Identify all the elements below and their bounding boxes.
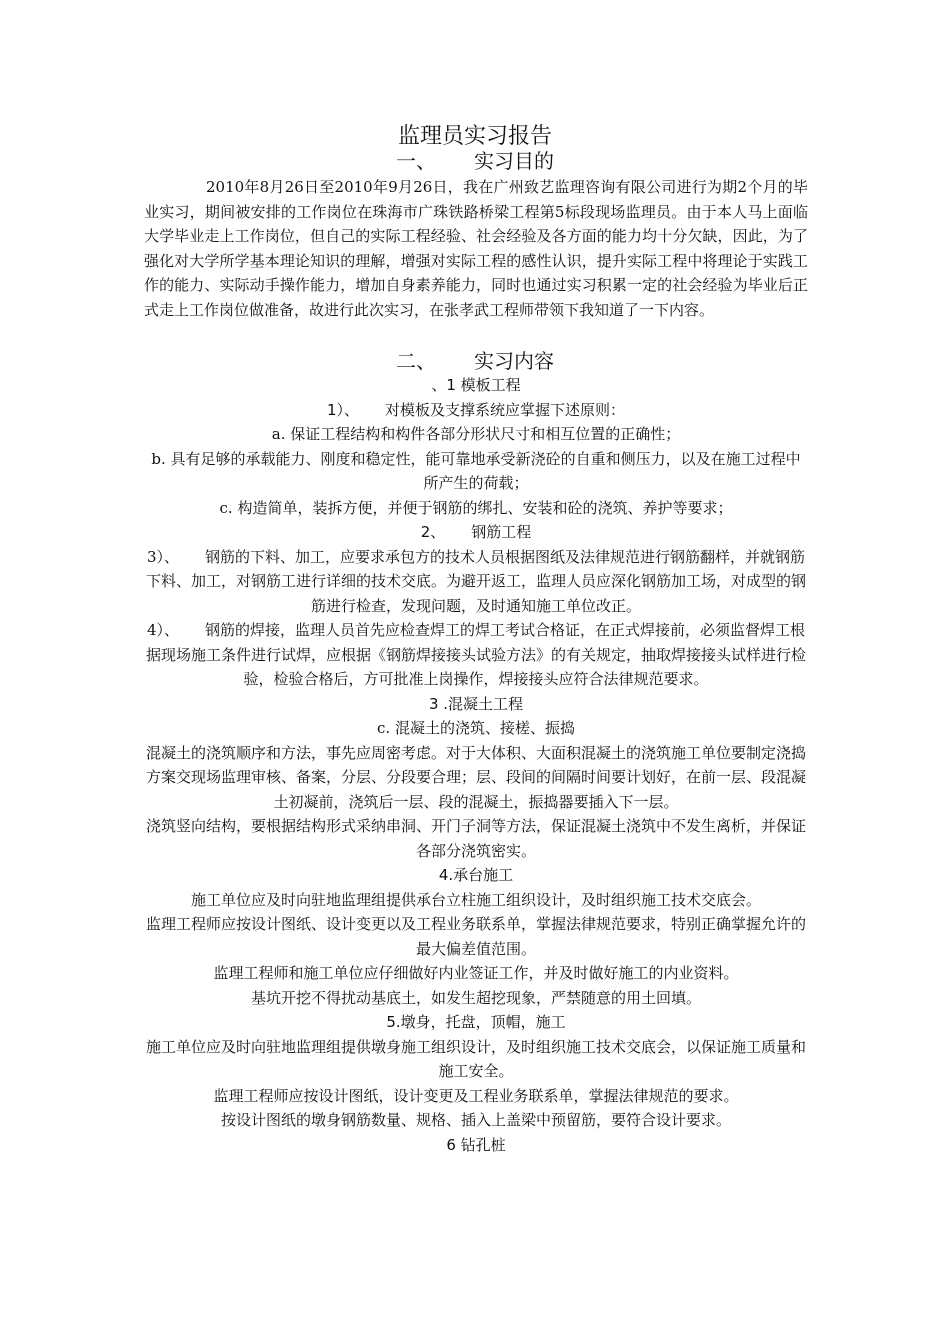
- section-1-title: 实习目的: [474, 149, 554, 173]
- subsection-2-title: 钢筋工程: [471, 523, 532, 541]
- rebar-paragraph-4: [144, 618, 808, 692]
- pile-cap-paragraph-3: 监理工程师和施工单位应仔细做好内业签证工作，并及时做好施工的内业资料。: [213, 964, 739, 982]
- subsection-2-heading: [144, 520, 808, 545]
- section-1-heading: [0, 148, 950, 174]
- subsection-6-heading: 6 钻孔桩: [446, 1135, 506, 1154]
- subsection-1-item: [144, 398, 808, 423]
- rebar-paragraph-3-text: 钢筋的下料、加工，应要求承包方的技术人员根据图纸及法律规范进行钢筋翻样，并就钢筋下料、加工，对钢筋工进行详细的技术交底。为避开返工，监理人员应深化钢筋加工场，对成型的钢筋进行检查，发现问题，及时通知施工单位改正。: [145, 547, 806, 615]
- pier-paragraph-2: 监理工程师应按设计图纸，设计变更及工程业务联系单，掌握法律规范的要求。: [213, 1086, 739, 1105]
- subsection-1-item-text: 对模板及支撑系统应掌握下述原则：: [385, 400, 626, 419]
- rebar-paragraph-3: [144, 545, 808, 619]
- section-2-title: 实习内容: [474, 349, 554, 373]
- principle-a: a. 保证工程结构和构件各部分形状尺寸和相互位置的正确性；: [271, 425, 681, 443]
- section-1-number: 一、: [396, 149, 436, 173]
- section-2-number: 二、: [396, 349, 436, 373]
- pier-paragraph-3: 按设计图纸的墩身钢筋数量、规格、插入上盖梁中预留筋，要符合设计要求。: [220, 1111, 731, 1129]
- subsection-4-heading: 4.承台施工: [438, 866, 514, 884]
- pile-cap-paragraph-1: 施工单位应及时向驻地监理组提供承台立柱施工组织设计，及时组织施工技术交底会。: [190, 890, 761, 909]
- rebar-paragraph-4-text: 钢筋的焊接，监理人员首先应检查焊工的焊工考试合格证，在正式焊接前，必须监督焊工根据现场施工条件进行试焊，应根据《钢筋焊接接头试验方法》的有关规定，抽取焊接接头试样进行检验，检验合格后，方可批准上岗操作，焊接接头应符合法律规范要求。: [145, 621, 806, 688]
- concrete-paragraph-2: 浇筑竖向结构，要根据结构形式采纳串洞、开门子洞等方法，保证混凝土浇筑中不发生离析，并保证各部分浇筑密实。: [145, 817, 806, 860]
- concrete-paragraph-1: 混凝土的浇筑顺序和方法，事先应周密考虑。对于大体积、大面积混凝土的浇筑施工单位要制定浇捣方案交现场监理审核、备案，分层、分段要合理；层、段间的间隔时间要计划好，在前一层、段混凝土初凝前，浇筑后一层、段的混凝土，振捣器要插入下一层。: [145, 743, 806, 811]
- document-title: 监理员实习报告: [397, 124, 552, 149]
- pile-cap-paragraph-4: 基坑开挖不得扰动基底土，如发生超挖现象，严禁随意的用土回填。: [250, 988, 701, 1007]
- subsection-5-heading: 5.墩身，托盘，顶帽，施工: [386, 1013, 566, 1031]
- subsection-1-item-number: 1）、: [326, 400, 360, 419]
- subsection-3-subheading: c. 混凝土的浇筑、接槎、振捣: [377, 719, 575, 737]
- pile-cap-paragraph-2: 监理工程师应按设计图纸、设计变更以及工程业务联系单，掌握法律规范要求，特别正确掌握允许的最大偏差值范围。: [145, 915, 806, 958]
- rebar-paragraph-4-number: 4）、: [146, 621, 180, 639]
- principle-c: c. 构造简单，装拆方便，并便于钢筋的绑扎、安装和砼的浇筑、养护等要求；: [219, 498, 733, 517]
- pier-paragraph-1: 施工单位应及时向驻地监理组提供墩身施工组织设计，及时组织施工技术交底会，以保证施工质量和施工安全。: [145, 1037, 806, 1080]
- rebar-paragraph-3-number: 3）、: [146, 547, 180, 566]
- section-1-paragraph: 2010年8月26日至2010年9月26日，我在广州致艺监理咨询有限公司进行为期2个月的毕业实习，期间被安排的工作岗位在珠海市广珠铁路桥梁工程第5标段现场监理员。由于本人马上面临大学毕业走上工作岗位，但自己的实际工程经验、社会经验及各方面的能力均十分欠缺，因此，为了强化对大学所学基本理论知识的理解，增强对实际工程的感性认识，提升实际工程中将理论于实践工作的能力、实际动手操作能力，增加自身素养能力，同时也通过实习积累一定的社会经验为毕业后正式走上工作岗位做准备，故进行此次实习，在张孝武工程师带领下我知道了一下内容。: [144, 178, 808, 319]
- subsection-1-heading: 、1 模板工程: [431, 376, 521, 394]
- section-1-body: [144, 175, 808, 322]
- subsection-3-heading: 3 .混凝土工程: [428, 694, 524, 713]
- subsection-2-number: 2、: [420, 523, 446, 541]
- section-2-body: [144, 373, 808, 1157]
- principle-b: b. 具有足够的承载能力、刚度和稳定性，能可靠地承受新浇砼的自重和侧压力，以及在施工过程中所产生的荷载；: [151, 449, 801, 492]
- section-2-heading: [0, 348, 950, 374]
